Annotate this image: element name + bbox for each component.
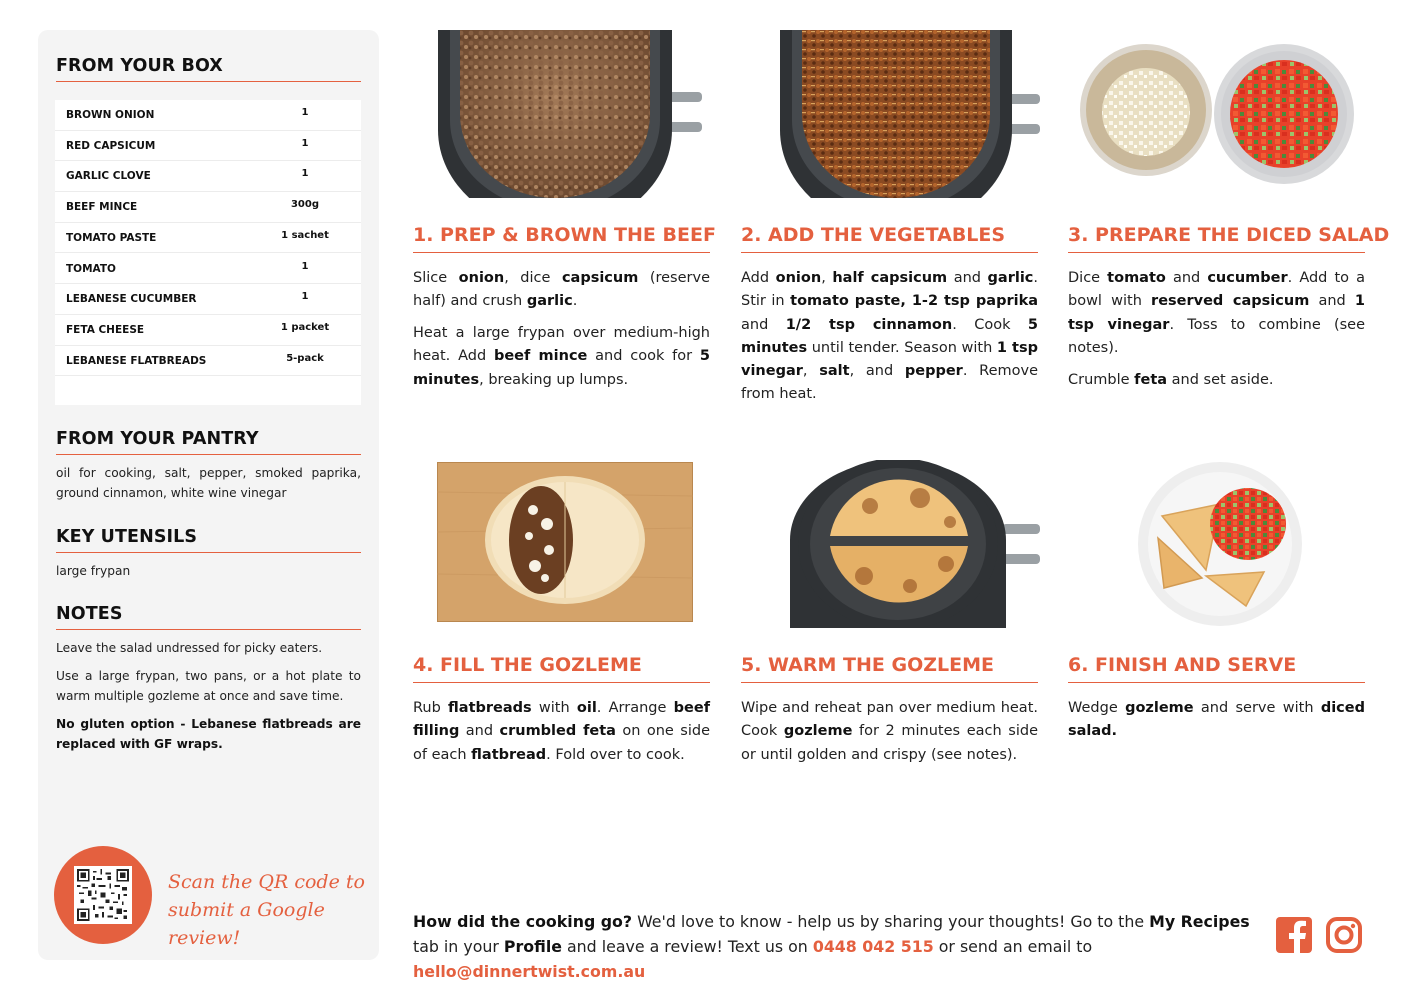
qr-badge (54, 846, 152, 944)
box-item-name: GARLIC CLOVE (66, 170, 151, 183)
step-6-instructions (1068, 697, 1365, 752)
instruction-paragraph: Heat a large frypan over medium-high heat. Add beef mince and cook for 5 minutes, breaking up lumps. (413, 325, 710, 388)
step-5-title: 5. WARM THE GOZLEME (741, 654, 1038, 683)
step-4-title: 4. FILL THE GOZLEME (413, 654, 710, 683)
instruction-paragraph: Dice tomato and cucumber. Add to a bowl with reserved capsicum and 1 tsp vinegar. Toss to combine (see notes). (1068, 270, 1366, 356)
instruction-paragraph: Add onion, half capsicum and garlic. Stir in tomato paste, 1-2 tsp paprika and 1/2 tsp cinnamon. Cook 5 minutes until tender. Season with 1 tsp vinegar, salt, and pepper. Remove from heat. (741, 270, 1039, 403)
note-3: No gluten option - Lebanese flatbreads are replaced with GF wraps. (56, 717, 361, 751)
box-item-name: RED CAPSICUM (66, 139, 156, 152)
box-item-name: LEBANESE FLATBREADS (66, 354, 207, 367)
instruction-paragraph: Slice onion, dice capsicum (reserve half) and crush garlic. (413, 270, 710, 310)
facebook-icon[interactable] (1275, 916, 1313, 954)
notes-section-title: NOTES (56, 604, 361, 630)
pantry-text: oil for cooking, salt, pepper, smoked paprika, ground cinnamon, white wine vinegar (56, 466, 361, 500)
box-section-title: FROM YOUR BOX (56, 56, 361, 82)
step-1-instructions (413, 267, 710, 400)
step-1-title: 1. PREP & BROWN THE BEEF (413, 224, 710, 253)
step-3-photo (1078, 40, 1364, 186)
box-item-row (55, 284, 361, 315)
box-item-qty: 1 packet (280, 321, 330, 333)
box-item-qty: 5-pack (286, 352, 324, 364)
box-item-qty: 300g (290, 199, 320, 211)
pantry-section-title: FROM YOUR PANTRY (56, 429, 361, 455)
qr-code-image[interactable] (74, 866, 132, 924)
box-item-name: TOMATO PASTE (66, 231, 157, 244)
box-item-row (55, 131, 361, 162)
qr-prompt-line1: Scan the QR code to (168, 871, 365, 893)
ingredients-sidebar (38, 30, 379, 960)
box-item-name: TOMATO (66, 262, 116, 275)
box-item-qty: 1 (301, 168, 309, 180)
step-6-title: 6. FINISH AND SERVE (1068, 654, 1365, 683)
note-2: Use a large frypan, two pans, or a hot plate to warm multiple gozleme at once and save time. (56, 669, 361, 703)
box-item-row (55, 346, 361, 377)
email-link[interactable]: hello@dinnertwist.com.au (413, 962, 646, 981)
qr-prompt-line2: submit a Google review! (168, 899, 325, 949)
qr-review-prompt (168, 868, 368, 952)
box-item-name: FETA CHEESE (66, 323, 145, 336)
box-item-qty: 1 sachet (281, 229, 329, 241)
step-1-photo (438, 30, 702, 198)
step-5-photo (790, 460, 1040, 628)
box-item-name: BEEF MINCE (66, 201, 138, 214)
step-2-instructions (741, 267, 1038, 415)
instruction-paragraph: Rub flatbreads with oil. Arrange beef filling and crumbled feta on one side of each flatbread. Fold over to cook. (413, 700, 710, 763)
box-item-row (55, 192, 361, 223)
instruction-paragraph: Wipe and reheat pan over medium heat. Cook gozleme for 2 minutes each side or until golden and crispy (see notes). (741, 700, 1038, 763)
note-1: Leave the salad undressed for picky eaters. (56, 641, 323, 655)
utensils-text: large frypan (56, 564, 131, 578)
box-item-row (55, 223, 361, 254)
box-item-row (55, 161, 361, 192)
step-2-photo (780, 30, 1040, 198)
step-3-title: 3. PREPARE THE DICED SALAD (1068, 224, 1365, 253)
step-4-photo (437, 462, 693, 622)
step-6-photo (1136, 460, 1304, 628)
box-item-qty: 1 (301, 260, 309, 272)
box-item-name: LEBANESE CUCUMBER (66, 293, 197, 306)
instruction-paragraph: Wedge gozleme and serve with diced salad. (1068, 700, 1365, 740)
step-5-instructions (741, 697, 1038, 775)
instruction-paragraph: Crumble feta and set aside. (1068, 371, 1274, 388)
step-3-instructions (1068, 267, 1365, 400)
box-item-row (55, 315, 361, 346)
instagram-icon[interactable] (1325, 916, 1363, 954)
phone-link[interactable]: 0448 042 515 (812, 937, 934, 956)
utensils-section-title: KEY UTENSILS (56, 527, 361, 553)
box-item-qty: 1 (301, 107, 309, 118)
review-footer: How did the cooking go? We'd love to know - help us by sharing your thoughts! Go to the My Recipes tab in your Profile and leave a review! Text us on 0448 042 515 or send an email to hello@dinnertwist.com.au (413, 912, 1250, 981)
box-item-qty: 1 (301, 291, 309, 303)
box-item-row (55, 100, 361, 131)
box-item-name: BROWN ONION (66, 109, 155, 121)
box-item-row (55, 254, 361, 285)
box-ingredients-table (55, 100, 361, 405)
step-4-instructions (413, 697, 710, 775)
step-2-title: 2. ADD THE VEGETABLES (741, 224, 1038, 253)
box-item-qty: 1 (301, 137, 309, 149)
